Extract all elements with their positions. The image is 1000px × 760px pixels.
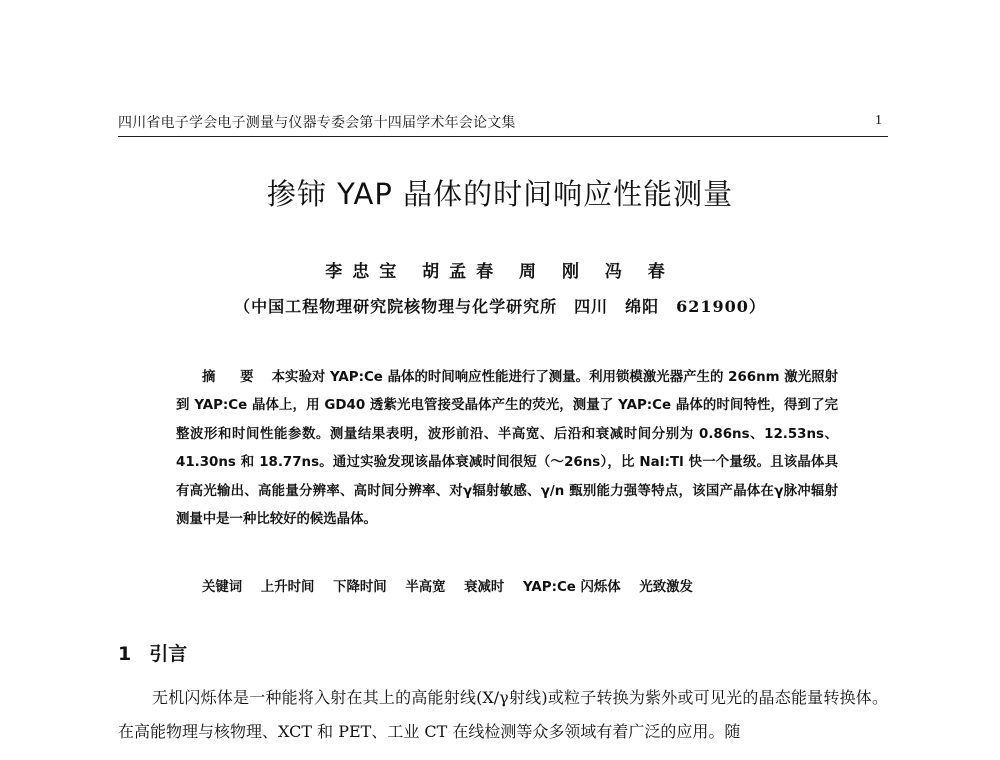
- keywords: [202, 576, 693, 595]
- keyword: YAP:Ce 闪烁体: [523, 580, 621, 595]
- running-header: [118, 110, 888, 137]
- keyword: 上升时间: [260, 580, 315, 595]
- keyword: 光致激发: [639, 580, 693, 595]
- abstract-label: 摘 要: [202, 370, 264, 385]
- keyword: 下降时间: [333, 580, 387, 595]
- author-list: 李忠宝 胡孟春 周 刚 冯 春: [325, 262, 675, 282]
- paragraph: 无机闪烁体是一种能将入射在其上的高能射线(X/γ射线)或粒子转换为紫外或可见光的晶态能量转换体。在高能物理与核物理、XCT 和 PET、工业 CT 在线检测等众多领域有着广泛的应用。随: [118, 688, 888, 741]
- keyword: 半高宽: [405, 580, 446, 595]
- paper-title: 掺铈 YAP 晶体的时间响应性能测量: [266, 177, 734, 211]
- abstract-text: 本实验对 YAP:Ce 晶体的时间响应性能进行了测量。利用锁模激光器产生的 266nm 激光照射到 YAP:Ce 晶体上，用 GD40 透紫光电管接受晶体产生的荧光，测量了 YAP:Ce 晶体的时间特性，得到了完整波形和时间性能参数。测量结果表明，波形前沿、半高宽、后沿和衰减时间分别为 0.86ns、12.53ns、41.30ns 和 18.77ns。通过实验发现该晶体衰减时间很短（～26ns），比 NaI:Tl 快一个量级。且该晶体具有高光输出、高能量分辨率、高时间分辨率、对γ辐射敏感、γ/n 甄别能力强等特点，该国产晶体在γ脉冲辐射测量中是一种比较好的候选晶体。: [176, 370, 838, 528]
- journal-title: 四川省电子学会电子测量与仪器专委会第十四届学术年会论文集: [118, 115, 516, 131]
- page-number: 1: [875, 113, 882, 128]
- body-text: [118, 681, 888, 749]
- section-title: 引言: [149, 643, 188, 665]
- affiliation: （中国工程物理研究院核物理与化学研究所 四川 绵阳 621900）: [234, 297, 766, 316]
- abstract: [176, 364, 838, 534]
- section-heading: [118, 639, 187, 666]
- keyword: 衰减时: [464, 580, 505, 595]
- section-number: 1: [118, 643, 132, 665]
- keywords-label: 关键词: [202, 580, 243, 595]
